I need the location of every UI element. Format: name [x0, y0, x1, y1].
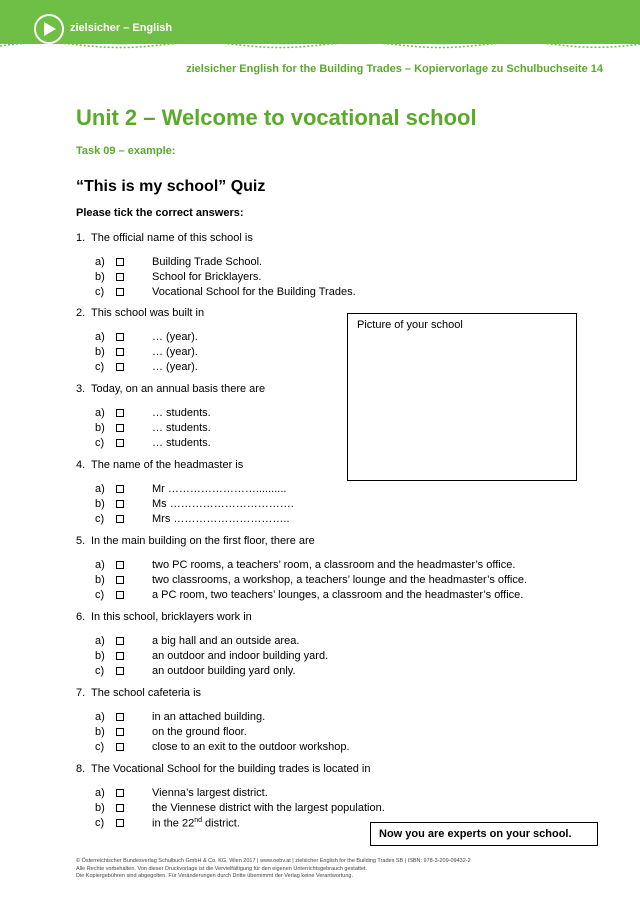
- question-5: [76, 535, 315, 547]
- answer-option: [0, 346, 640, 360]
- answer-checkbox[interactable]: [116, 409, 124, 417]
- option-text-main: two PC rooms, a teachers’ room, a classroom and the headmaster’s office.: [152, 559, 516, 571]
- question-number: 7.: [76, 687, 86, 699]
- option-letter: b): [95, 422, 105, 434]
- question-text: The school cafeteria is: [91, 687, 202, 699]
- option-letter: a): [95, 483, 105, 495]
- option-letter: c): [95, 437, 105, 449]
- ordinal-superscript: nd: [194, 817, 202, 824]
- unit-title: Unit 2 – Welcome to vocational school: [76, 105, 477, 130]
- answer-checkbox[interactable]: [116, 288, 124, 296]
- question-6: [76, 611, 252, 623]
- question-text: The Vocational School for the building trades is located in: [91, 763, 371, 775]
- answer-checkbox[interactable]: [116, 743, 124, 751]
- option-text: [152, 513, 290, 525]
- answer-checkbox[interactable]: [116, 333, 124, 341]
- answer-checkbox[interactable]: [116, 273, 124, 281]
- option-text-main: Ms …………………………….: [152, 498, 294, 510]
- play-logo-icon: [34, 14, 64, 44]
- answer-option: [0, 437, 640, 451]
- option-text-main: Vienna’s largest district.: [152, 787, 268, 799]
- option-text: [152, 817, 240, 830]
- option-text-main: Mrs …………………………..: [152, 513, 290, 525]
- footer-line: Alle Rechte vorbehalten. Von dieser Druckvorlage ist die Vervielfältigung für den eigenen Unterrichtsgebrauch gestattet.: [76, 865, 368, 872]
- option-text-main: close to an exit to the outdoor workshop.: [152, 741, 350, 753]
- option-text-main: a PC room, two teachers’ lounges, a classroom and the headmaster’s office.: [152, 589, 524, 601]
- answer-option: [0, 331, 640, 345]
- answer-checkbox[interactable]: [116, 515, 124, 523]
- option-text-after: district.: [202, 817, 240, 830]
- option-text: [152, 787, 268, 799]
- answer-checkbox[interactable]: [116, 485, 124, 493]
- answer-option: [0, 711, 640, 725]
- question-number: 2.: [76, 307, 86, 319]
- answer-option: [0, 483, 640, 497]
- answer-option: [0, 726, 640, 740]
- answer-option: [0, 498, 640, 512]
- option-text: [152, 346, 198, 358]
- question-text: The official name of this school is: [91, 232, 253, 244]
- answer-option: [0, 407, 640, 421]
- answer-option: [0, 574, 640, 588]
- answer-option: [0, 802, 640, 816]
- option-text-main: on the ground floor.: [152, 726, 247, 738]
- option-letter: a): [95, 331, 105, 343]
- question-text: In the main building on the first floor, there are: [91, 535, 315, 547]
- footer-copyright: [76, 858, 471, 881]
- option-letter: b): [95, 726, 105, 738]
- question-2: [76, 307, 204, 319]
- answer-checkbox[interactable]: [116, 424, 124, 432]
- option-text-main: the Viennese district with the largest population.: [152, 802, 385, 814]
- option-text-main: School for Bricklayers.: [152, 271, 262, 283]
- option-text-main: … (year).: [152, 361, 198, 373]
- option-text-main: an outdoor building yard only.: [152, 665, 296, 677]
- option-text: [152, 635, 299, 647]
- option-text: [152, 574, 527, 586]
- answer-checkbox[interactable]: [116, 591, 124, 599]
- answer-option: [0, 361, 640, 375]
- answer-checkbox[interactable]: [116, 500, 124, 508]
- answer-checkbox[interactable]: [116, 637, 124, 645]
- option-letter: c): [95, 665, 105, 677]
- answer-option: [0, 513, 640, 527]
- answer-option: [0, 635, 640, 649]
- option-text: [152, 498, 294, 510]
- option-text-main: … (year).: [152, 331, 198, 343]
- footer-line: Die Kopiergebühren sind abgegolten. Für Veränderungen durch Dritte übernimmt der Verlag keine Verantwortung.: [76, 873, 354, 879]
- option-letter: a): [95, 407, 105, 419]
- answer-checkbox[interactable]: [116, 652, 124, 660]
- question-text: In this school, bricklayers work in: [91, 611, 252, 623]
- instructions: Please tick the correct answers:: [76, 207, 244, 219]
- option-text-main: in the 22: [152, 817, 195, 830]
- option-letter: a): [95, 711, 105, 723]
- option-text-main: in an attached building.: [152, 711, 266, 723]
- option-text: [152, 422, 211, 434]
- answer-checkbox[interactable]: [116, 789, 124, 797]
- option-letter: c): [95, 817, 105, 829]
- answer-option: [0, 650, 640, 664]
- answer-checkbox[interactable]: [116, 576, 124, 584]
- answer-option: [0, 665, 640, 679]
- option-text-main: … students.: [152, 437, 211, 449]
- answer-checkbox[interactable]: [116, 819, 124, 827]
- answer-checkbox[interactable]: [116, 728, 124, 736]
- question-text: The name of the headmaster is: [91, 459, 244, 471]
- expert-box: Now you are experts on your school.: [370, 822, 598, 846]
- question-text: Today, on an annual basis there are: [91, 383, 266, 395]
- option-letter: a): [95, 787, 105, 799]
- answer-checkbox[interactable]: [116, 713, 124, 721]
- option-text-main: Building Trade School.: [152, 256, 263, 268]
- option-text-main: a big hall and an outside area.: [152, 635, 300, 647]
- header-wave-decoration: [0, 34, 640, 52]
- option-text: [152, 271, 261, 283]
- option-letter: a): [95, 635, 105, 647]
- option-letter: a): [95, 256, 105, 268]
- option-text: [152, 361, 198, 373]
- option-text: [152, 286, 356, 298]
- option-letter: b): [95, 650, 105, 662]
- option-letter: b): [95, 574, 105, 586]
- quiz-title: “This is my school” Quiz: [76, 178, 266, 195]
- option-text: [152, 407, 211, 419]
- option-letter: c): [95, 513, 105, 525]
- option-letter: b): [95, 346, 105, 358]
- task-label: Task 09 – example:: [76, 145, 176, 157]
- page-subtitle: zielsicher English for the Building Trades – Kopiervorlage zu Schulbuchseite 14: [186, 63, 603, 75]
- option-letter: c): [95, 361, 105, 373]
- option-text: [152, 331, 198, 343]
- answer-option: [0, 286, 640, 300]
- option-text: [152, 483, 286, 495]
- answer-option: [0, 422, 640, 436]
- option-text-main: … students.: [152, 422, 211, 434]
- option-letter: b): [95, 498, 105, 510]
- answer-option: [0, 787, 640, 801]
- option-text: [152, 665, 296, 677]
- question-number: 1.: [76, 232, 86, 244]
- answer-checkbox[interactable]: [116, 667, 124, 675]
- question-3: [76, 383, 265, 395]
- answer-checkbox[interactable]: [116, 258, 124, 266]
- option-text-main: two classrooms, a workshop, a teachers’ lounge and the headmaster’s office.: [152, 574, 528, 586]
- answer-checkbox[interactable]: [116, 363, 124, 371]
- option-text: [152, 559, 515, 571]
- option-text-main: … (year).: [152, 346, 198, 358]
- footer-line: © Österreichischer Bundesverlag Schulbuch GmbH & Co. KG, Wien 2017 | www.oebv.at | zielsicher English for the Building Trades SB | ISBN: 978-3-209-09432-2: [76, 858, 471, 864]
- option-text: [152, 802, 385, 814]
- option-letter: c): [95, 286, 105, 298]
- answer-option: [0, 271, 640, 285]
- answer-option: [0, 256, 640, 270]
- question-8: [76, 763, 370, 775]
- option-text: [152, 256, 262, 268]
- option-text: [152, 711, 265, 723]
- answer-checkbox[interactable]: [116, 804, 124, 812]
- option-text: [152, 650, 328, 662]
- answer-option: [0, 589, 640, 603]
- option-text: [152, 726, 247, 738]
- brand-name: zielsicher – English: [70, 22, 173, 34]
- option-text-main: Vocational School for the Building Trades.: [152, 286, 356, 298]
- question-text: This school was built in: [91, 307, 205, 319]
- option-letter: b): [95, 271, 105, 283]
- option-letter: b): [95, 802, 105, 814]
- answer-option: [0, 741, 640, 755]
- question-number: 5.: [76, 535, 86, 547]
- answer-checkbox[interactable]: [116, 439, 124, 447]
- option-text: [152, 437, 211, 449]
- answer-option: [0, 559, 640, 573]
- option-text: [152, 741, 350, 753]
- question-number: 3.: [76, 383, 86, 395]
- option-text: [152, 589, 523, 601]
- answer-checkbox[interactable]: [116, 348, 124, 356]
- question-number: 6.: [76, 611, 86, 623]
- question-number: 4.: [76, 459, 86, 471]
- option-text-main: an outdoor and indoor building yard.: [152, 650, 329, 662]
- option-text-main: Mr ……………………..........: [152, 483, 287, 495]
- question-4: [76, 459, 243, 471]
- option-text-main: … students.: [152, 407, 211, 419]
- question-7: [76, 687, 201, 699]
- option-letter: c): [95, 741, 105, 753]
- option-letter: a): [95, 559, 105, 571]
- option-letter: c): [95, 589, 105, 601]
- question-number: 8.: [76, 763, 86, 775]
- picture-box-label: Picture of your school: [357, 319, 463, 331]
- answer-checkbox[interactable]: [116, 561, 124, 569]
- question-1: [76, 232, 253, 244]
